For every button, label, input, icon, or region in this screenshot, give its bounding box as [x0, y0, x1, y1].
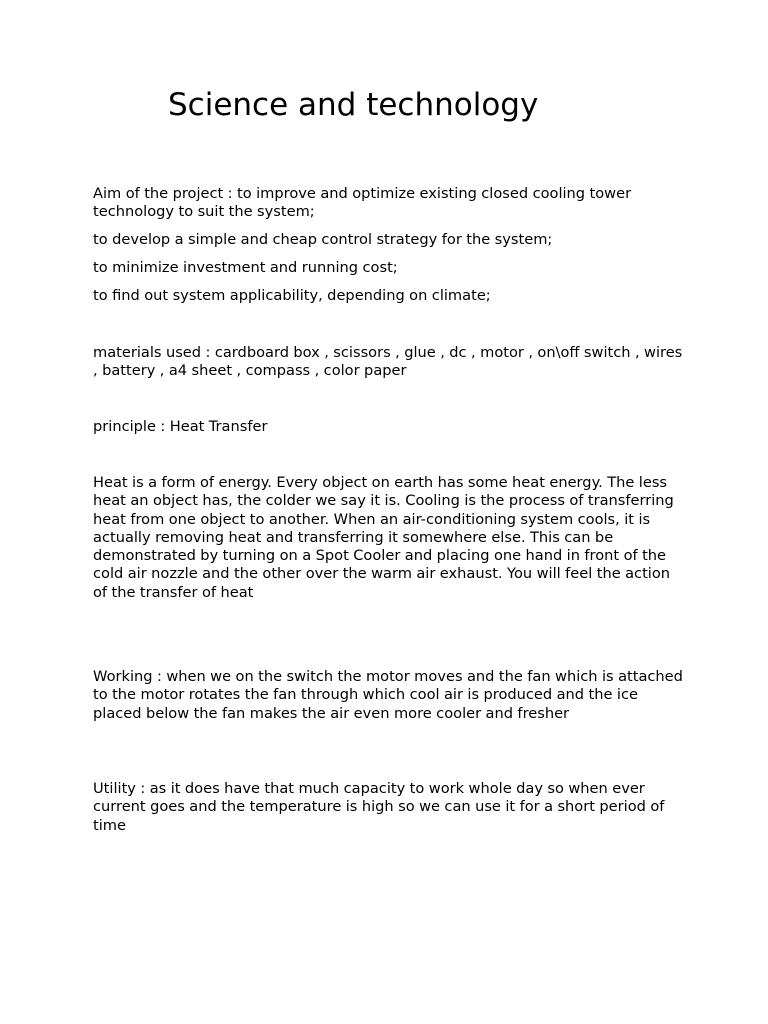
working-paragraph: Working : when we on the switch the motor moves and the fan which is attached to the motor rotates the fan through which cool air is produced and the ice placed below the fan makes the air even more cooler and fresher	[93, 668, 683, 722]
aim-paragraph: Aim of the project : to improve and optimize existing closed cooling tower technology to suit the system;	[93, 185, 632, 221]
minimize-paragraph: to minimize investment and running cost;	[93, 259, 398, 276]
utility-paragraph: Utility : as it does have that much capacity to work whole day so when ever current goes and the temperature is high so we can use it for a short period of time	[93, 780, 665, 834]
materials-paragraph: materials used : cardboard box , scissors , glue , dc , motor , on\off switch , wires , battery , a4 sheet , compass , color paper	[93, 344, 683, 380]
page-title: Science and technology	[168, 87, 539, 123]
principle-paragraph: principle : Heat Transfer	[93, 418, 268, 435]
develop-paragraph: to develop a simple and cheap control strategy for the system;	[93, 231, 553, 248]
heat-transfer-paragraph: Heat is a form of energy. Every object on earth has some heat energy. The less heat an object has, the colder we say it is. Cooling is the process of transferring heat from one object to another. When an air-conditioning system cools, it is actually removing heat and transferring it somewhere else. This can be demonstrated by turning on a Spot Cooler and placing one hand in front of the cold air nozzle and the other over the warm air exhaust. You will feel the action of the transfer of heat	[93, 474, 674, 601]
applicability-paragraph: to find out system applicability, depending on climate;	[93, 287, 491, 304]
